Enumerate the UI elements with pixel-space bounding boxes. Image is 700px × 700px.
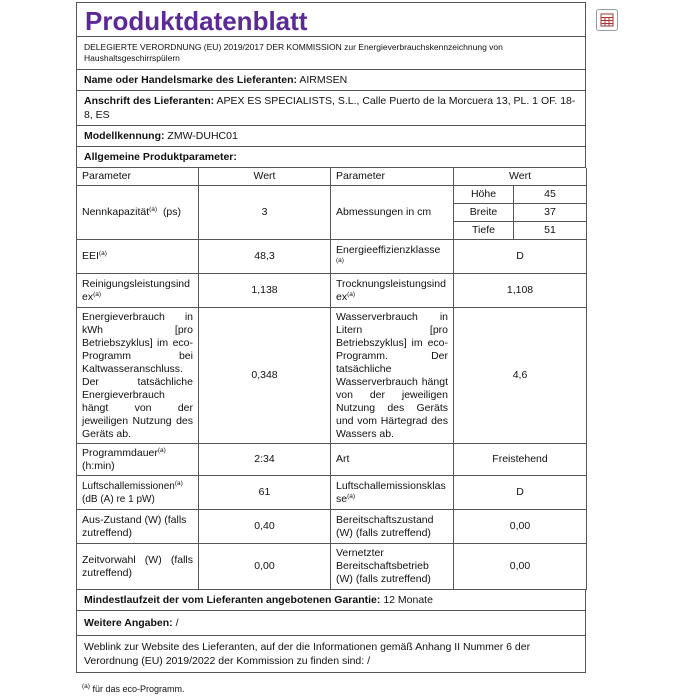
parameters-table [76, 168, 587, 590]
width-label: Breite [454, 204, 514, 222]
header-value-left: Wert [199, 168, 331, 186]
type-value: Freistehend [454, 444, 587, 476]
header-parameter-right: Parameter [331, 168, 454, 186]
address-value: APEX ES SPECIALISTS, S.L., Calle Puerto de la Morcuera 13, PL. 1 OF. 18-8, ES [84, 95, 576, 121]
height-label: Höhe [454, 186, 514, 204]
warranty-row [76, 590, 586, 611]
capacity-unit: (ps) [162, 206, 182, 218]
noise-class-label: Luftschallemissionsklasse [336, 479, 446, 505]
supplier-row [76, 70, 586, 91]
product-data-sheet [76, 2, 586, 673]
grid-table-icon[interactable] [596, 9, 618, 31]
capacity-label-cell [77, 186, 199, 240]
duration-label-cell [77, 444, 199, 476]
noise-label-cell [77, 476, 199, 510]
drying-value: 1,108 [454, 274, 587, 308]
efficiency-class-label-cell [331, 240, 454, 274]
dimensions-label: Abmessungen in cm [331, 186, 454, 240]
eei-footnote-mark: (a) [98, 250, 107, 257]
weblink-row [76, 636, 586, 673]
duration-value: 2:34 [199, 444, 331, 476]
noise-unit: (dB (A) re 1 pW) [82, 493, 155, 505]
capacity-label: Nennkapazität [82, 206, 150, 218]
cleaning-label: Reinigungsleistungsindex [82, 277, 190, 303]
off-mode-value: 0,40 [199, 510, 331, 544]
cleaning-footnote-mark: (a) [93, 290, 102, 298]
header-parameter-left: Parameter [77, 168, 199, 186]
footnote-text: für das eco-Programm. [92, 684, 185, 694]
eei-label-cell [77, 240, 199, 274]
delay-start-value: 0,00 [199, 544, 331, 590]
efficiency-class-value: D [454, 240, 587, 274]
type-label: Art [331, 444, 454, 476]
width-value: 37 [514, 204, 587, 222]
networked-standby-value: 0,00 [454, 544, 587, 590]
duration-label: Programmdauer [82, 446, 158, 459]
cleaning-label-cell [77, 274, 199, 308]
eei-value: 48,3 [199, 240, 331, 274]
water-consumption-label: Wasserverbrauch in Litern [pro Betriebszyklus] im eco-Programm. Der tatsächliche Wasserverbrauch hängt von der jeweiligen Nutzung des Geräts und vom Härtegrad des Wassers ab. [331, 308, 454, 444]
depth-value: 51 [514, 222, 587, 240]
efficiency-class-footnote-mark: (a) [336, 256, 344, 264]
footnote [82, 684, 185, 694]
cleaning-value: 1,138 [199, 274, 331, 308]
page-title: Produktdatenblatt [76, 2, 586, 36]
height-value: 45 [514, 186, 587, 204]
drying-label-cell [331, 274, 454, 308]
supplier-label: Name oder Handelsmarke des Lieferanten: [84, 74, 297, 86]
address-row [76, 91, 586, 126]
noise-class-value: D [454, 476, 587, 510]
duration-unit: (h:min) [82, 459, 115, 472]
depth-label: Tiefe [454, 222, 514, 240]
delay-start-label: Zeitvorwahl (W) (falls zutreffend) [77, 544, 199, 590]
more-info-label: Weitere Angaben: [84, 617, 173, 629]
more-info-row [76, 611, 586, 636]
eei-label: EEI [82, 250, 99, 262]
efficiency-class-label: Energieeffizienzklasse [336, 243, 441, 256]
drying-label: Trocknungsleistungsindex [336, 277, 446, 303]
address-label: Anschrift des Lieferanten: [84, 95, 215, 107]
water-consumption-value: 4,6 [454, 308, 587, 444]
warranty-value: 12 Monate [383, 594, 433, 606]
regulation-intro: DELEGIERTE VERORDNUNG (EU) 2019/2017 DER KOMMISSION zur Energieverbrauchskennzeichnung von Haushaltsgeschirrspülern [76, 36, 586, 70]
model-label: Modellkennung: [84, 130, 165, 142]
model-value: ZMW-DUHC01 [167, 130, 238, 142]
duration-footnote-mark: (a) [157, 446, 166, 454]
noise-class-label-cell [331, 476, 454, 510]
standby-label: Bereitschaftszustand (W) (falls zutreffend) [331, 510, 454, 544]
footnote-mark: (a) [82, 683, 90, 690]
warranty-label: Mindestlaufzeit der vom Lieferanten angebotenen Garantie: [84, 594, 381, 606]
header-value-right: Wert [454, 168, 587, 186]
more-info-value: / [175, 617, 179, 629]
general-parameters-row [76, 147, 586, 168]
model-row [76, 126, 586, 147]
noise-class-footnote-mark: (a) [347, 492, 356, 500]
capacity-value: 3 [199, 186, 331, 240]
supplier-value: AIRMSEN [299, 74, 348, 86]
energy-consumption-value: 0,348 [199, 308, 331, 444]
off-mode-label: Aus-Zustand (W) (falls zutreffend) [77, 510, 199, 544]
noise-value: 61 [199, 476, 331, 510]
general-parameters-label: Allgemeine Produktparameter: [84, 151, 237, 163]
drying-footnote-mark: (a) [347, 290, 356, 298]
capacity-footnote-mark: (a) [149, 206, 158, 213]
weblink-text: Weblink zur Website des Lieferanten, auf der die Informationen gemäß Anhang II Nummer 6 der Verordnung (EU) 2019/2022 der Kommission zu finden sind: / [84, 641, 531, 667]
noise-footnote-mark: (a) [174, 479, 183, 487]
noise-label: Luftschallemissionen [82, 480, 175, 492]
energy-consumption-label: Energieverbrauch in kWh [pro Betriebszyklus] im eco-Programm bei Kaltwasseranschluss. Der tatsächliche Energieverbrauch hängt von der jeweiligen Nutzung des Geräts ab. [77, 308, 199, 444]
networked-standby-label: Vernetzter Bereitschaftsbetrieb (W) (falls zutreffend) [331, 544, 454, 590]
standby-value: 0,00 [454, 510, 587, 544]
